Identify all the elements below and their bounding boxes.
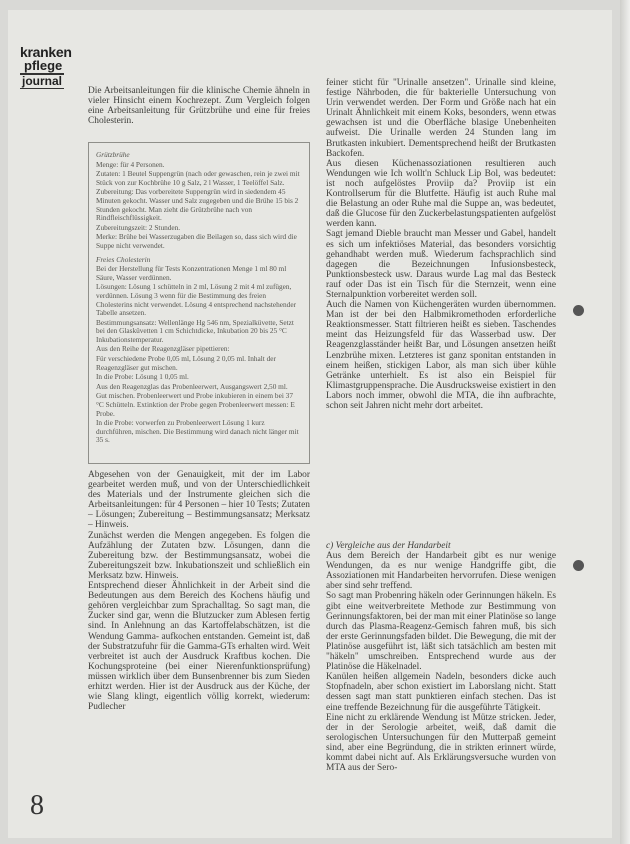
- paragraph: Zubereitung: Das vorbereitete Suppengrün wird in siedendem 45 Minuten gekocht. Wasser und Salz zugegeben und die Brühe 15 bis 2 Stunden gekocht. Man zieht die Grützbrühe nach von Rindfleischflüssigkeit.: [96, 187, 299, 223]
- paragraph: In die Probe: vorwerfen zu Probenleerwert Lösung 1 kurz durchführen, mischen. Die Bestimmung wird danach nicht länger mit 35 s.: [96, 418, 299, 445]
- paragraph: Bei der Herstellung für Tests Konzentrationen Menge 1 ml 80 ml Säure, Wasser verdünnen.: [96, 264, 287, 282]
- column-left-body: [88, 470, 310, 712]
- paragraph: Aus diesen Küchenassoziationen resultieren auch Wendungen wie Ich wollt'n Schluck Lip Bol, was bedeutet: ist noch aufgelöstes Proviip da? Proviip ist ein Kontrollserum für die Blutfette. Häufig ist auch Ruhe mal die Belastung an oder Ruhe mal die Suppe an, was bedeutet, daß die Glucose für den Zuckerbelastungspatienten aufgelöst werden kann.: [326, 158, 556, 230]
- page-number: 8: [30, 790, 44, 821]
- paragraph: Kanülen heißen allgemein Nadeln, besonders dicke auch Stopfnadeln, aber schon existiert im Laborslang nicht. Statt dessen sagt man statt punktieren einfach stechen. Das ist eine treffende Bezeichnung für die ausgeführte Tätigkeit.: [326, 672, 556, 713]
- paragraph: Zutaten: 1 Beutel Suppengrün (nach oder gewaschen, rein je zwei mit Stück von zur Kochbrühe 10 g Salz, 2 l Wasser, 1 Teelöffel Salz.: [96, 169, 300, 187]
- paragraph: Sagt jemand Dieble braucht man Messer und Gabel, handelt es sich um infektiöses Material, das besonders vorsichtig gehandhabt werden muß. Wiederum fachsprachlich sind dagegen die Bezeichnungen Infusionsbesteck, Punktionsbesteck usw. Daraus wurde Lag mal das Besteck rauf oder Das ist ein Tisch für die Sternzeit, wenn eine Sternalpunktion vorbereitet werden soll.: [326, 229, 556, 300]
- paragraph: Lösungen: Lösung 1 schütteln in 2 ml, Lösung 2 mit 4 ml zufügen, verdünnen. Lösung 3 wenn für die Bestimmung des freien Cholesterins nicht verwendet. Lösung 4 entsprechend nachstehender Tabelle ansetzen.: [96, 282, 296, 318]
- column-left-intro: [88, 86, 310, 126]
- recipe-comparison-box: [88, 142, 310, 464]
- paragraph: Aus den Reagenzglas das Probenleerwert, Ausgangswert 2,50 ml.: [96, 381, 288, 391]
- column-right-top: [326, 78, 556, 411]
- binder-hole: [573, 305, 584, 316]
- section-heading: Freies Cholesterin: [96, 254, 151, 264]
- page-edge: [620, 0, 630, 844]
- paragraph: Für verschiedene Probe 0,05 ml, Lösung 2 0,05 ml. Inhalt der Reagenzgläser gut mischen.: [96, 354, 276, 372]
- binder-hole: [573, 560, 584, 571]
- paragraph: Bestimmungsansatz: Wellenlänge Hg 546 nm, Spezialküvette, Setzt bei den Glasküvetten 1 cm Schichtdicke, Inkubation 20 bis 25 °C Inkubationstemperatur.: [96, 317, 294, 344]
- logo-line-3: journal: [22, 74, 63, 88]
- paragraph: Merke: Brühe bei Wasserzugaben die Beilagen so, dass sich wird die Suppe nicht verwendet.: [96, 232, 297, 250]
- intro-paragraph: Die Arbeitsanleitungen für die klinische Chemie ähneln in vieler Hinsicht einem Kochrezept. Zum Vergleich folgen eine Arbeitsanleitung für Grützbrühe und eine für freies Cholesterin.: [88, 86, 310, 127]
- section-heading: c) Vergleiche aus der Handarbeit: [326, 541, 451, 551]
- paragraph: feiner sticht für "Urinalle ansetzen". Urinalle sind kleine, festige Nährboden, die für bakterielle Untersuchung von Urin verwendet werden. Der Form und Größe nach hat ein Urinalt Ähnlichkeit mit einem Koks, besonders, wenn etwas gewachsen ist und die Oberfläche blasige Unebenheiten aufweist. Die Urinalle werden 24 Stunden lang im Brutkasten inkubiert. Dementsprechend heißt der Brutkasten Backofen.: [326, 78, 556, 159]
- paragraph: In die Probe: Lösung 1 0,05 ml.: [96, 372, 189, 382]
- section-heading: Grützbrühe: [96, 150, 130, 159]
- paragraph: Aus dem Bereich der Handarbeit gibt es nur wenige Wendungen, da es nur wenige Handgriffe gibt, die Assoziationen mit Handarbeiten hervorrufen. Diese wenigen aber sind sehr treffend.: [326, 551, 556, 592]
- paragraph: Abgesehen von der Genauigkeit, mit der im Labor gearbeitet werden muß, und von der Unterschiedlichkeit des Materials und der Instrumente gleichen sich die Arbeitsanleitungen: für 4 Personen – hier 10 Tests; Zutaten – Lösungen; Zubereitung – Bestimmungsansatz; Merksatz – Hinweis.: [88, 470, 310, 531]
- paragraph: So sagt man Probenring häkeln oder Gerinnungen häkeln. Es gibt eine weitverbreitete Methode zur Bestimmung von Gerinnungsfaktoren, bei der man mit einer Platinöse so lange durch das Plasma-Reagenz-Gemisch fahren muß, bis sich der erste Gerinnungsfaden bildet. Die Bewegung, die mit der Platinöse ausgeführt ist, läßt sich tatsächlich am besten mit "häkeln" umschreiben. Entsprechend wurde aus der Platinöse die Häkelnadel.: [326, 591, 556, 673]
- paragraph: Gut mischen. Probenleerwert und Probe inkubieren in einem bei 37 °C Schütteln. Extinktion der Probe gegen Probenleerwert messen: E Probe.: [96, 391, 295, 418]
- column-right-bottom: [326, 541, 556, 773]
- paragraph: Zubereitungszeit: 2 Stunden.: [96, 222, 181, 232]
- paragraph: Aus den Reihe der Reagenzgläser pipettieren:: [96, 344, 230, 354]
- journal-page: [8, 10, 612, 838]
- paragraph: Menge: für 4 Personen.: [96, 159, 165, 169]
- logo-line-1: kranken: [20, 44, 72, 60]
- paragraph: Eine nicht zu erklärende Wendung ist Mütze stricken. Jeder, der in der Serologie arbeitet, weiß, daß damit die serologischen Untersuchungen für den Mutterpaß gemeint sind, aber eine Begründung, die in strikten erinnert würde, kommt dabei nicht auf. Als Erklärungsversuche wurden von MTA aus der Sero-: [326, 712, 556, 774]
- journal-logo: [20, 46, 82, 89]
- paragraph: Auch die Namen von Küchengeräten wurden übernommen. Man ist der bei den Halbmikromethoden erforderliche Reaktionsmesser. Statt filtrieren heißt es sieben. Taschendes meint das Heizungsfeld für das Wasserbad usw. Der Reagenzglasständer heißt Bar, und Lösungen ansetzen heißt Lenzbrühe mixen. Letzteres ist ganz sponitan entstanden in einem heißen, stickigen Labor, als man sich über kühle Getränke unterhielt. Es ist also ein Beispiel für Klimastgruppensprache. Die Ausdrucksweise existiert in den Labors noch immer, obwohl die MTA, die ihn aufbrachte, schon seit Jahren nicht mehr dort arbeitet.: [326, 300, 556, 411]
- logo-line-2: pflege: [24, 58, 63, 73]
- paragraph: Entsprechend dieser Ähnlichkeit in der Arbeit sind die Bedeutungen aus dem Bereich des Kochens häufig und gehören vergleichbar zum Sprachalltag. So sagt man, die Zucker sind gar, wenn die Blutzucker zum Ablesen fertig sind. In Anlehnung an das Kartoffelabschätzen, ist die Wendung Gamma- aufkochen entstanden. Gemeint ist, daß der Substratzufuhr für die Gamma-GTs erhalten wird. Weit verbreitet ist auch der Ausdruck Kraftbus kochen. Die Kochungsproteine (bei einer Nierenfunktionsprüfung) müssen wirklich über dem Bunsenbrenner bis zum Sieden erhitzt werden. Hier ist der Ausdruck aus der Küche, der wie Slang klingt, eigentlich völlig korrekt, wiederum: Pudlecher: [88, 581, 310, 713]
- paragraph: Zunächst werden die Mengen angegeben. Es folgen die Aufzählung der Zutaten bzw. Lösungen, dann die Zubereitung bzw. der Bestimmungsansatz, wobei die Zubereitungszeit bzw. Inkubationszeit und schließlich ein Merksatz bzw. Hinweis.: [88, 530, 310, 581]
